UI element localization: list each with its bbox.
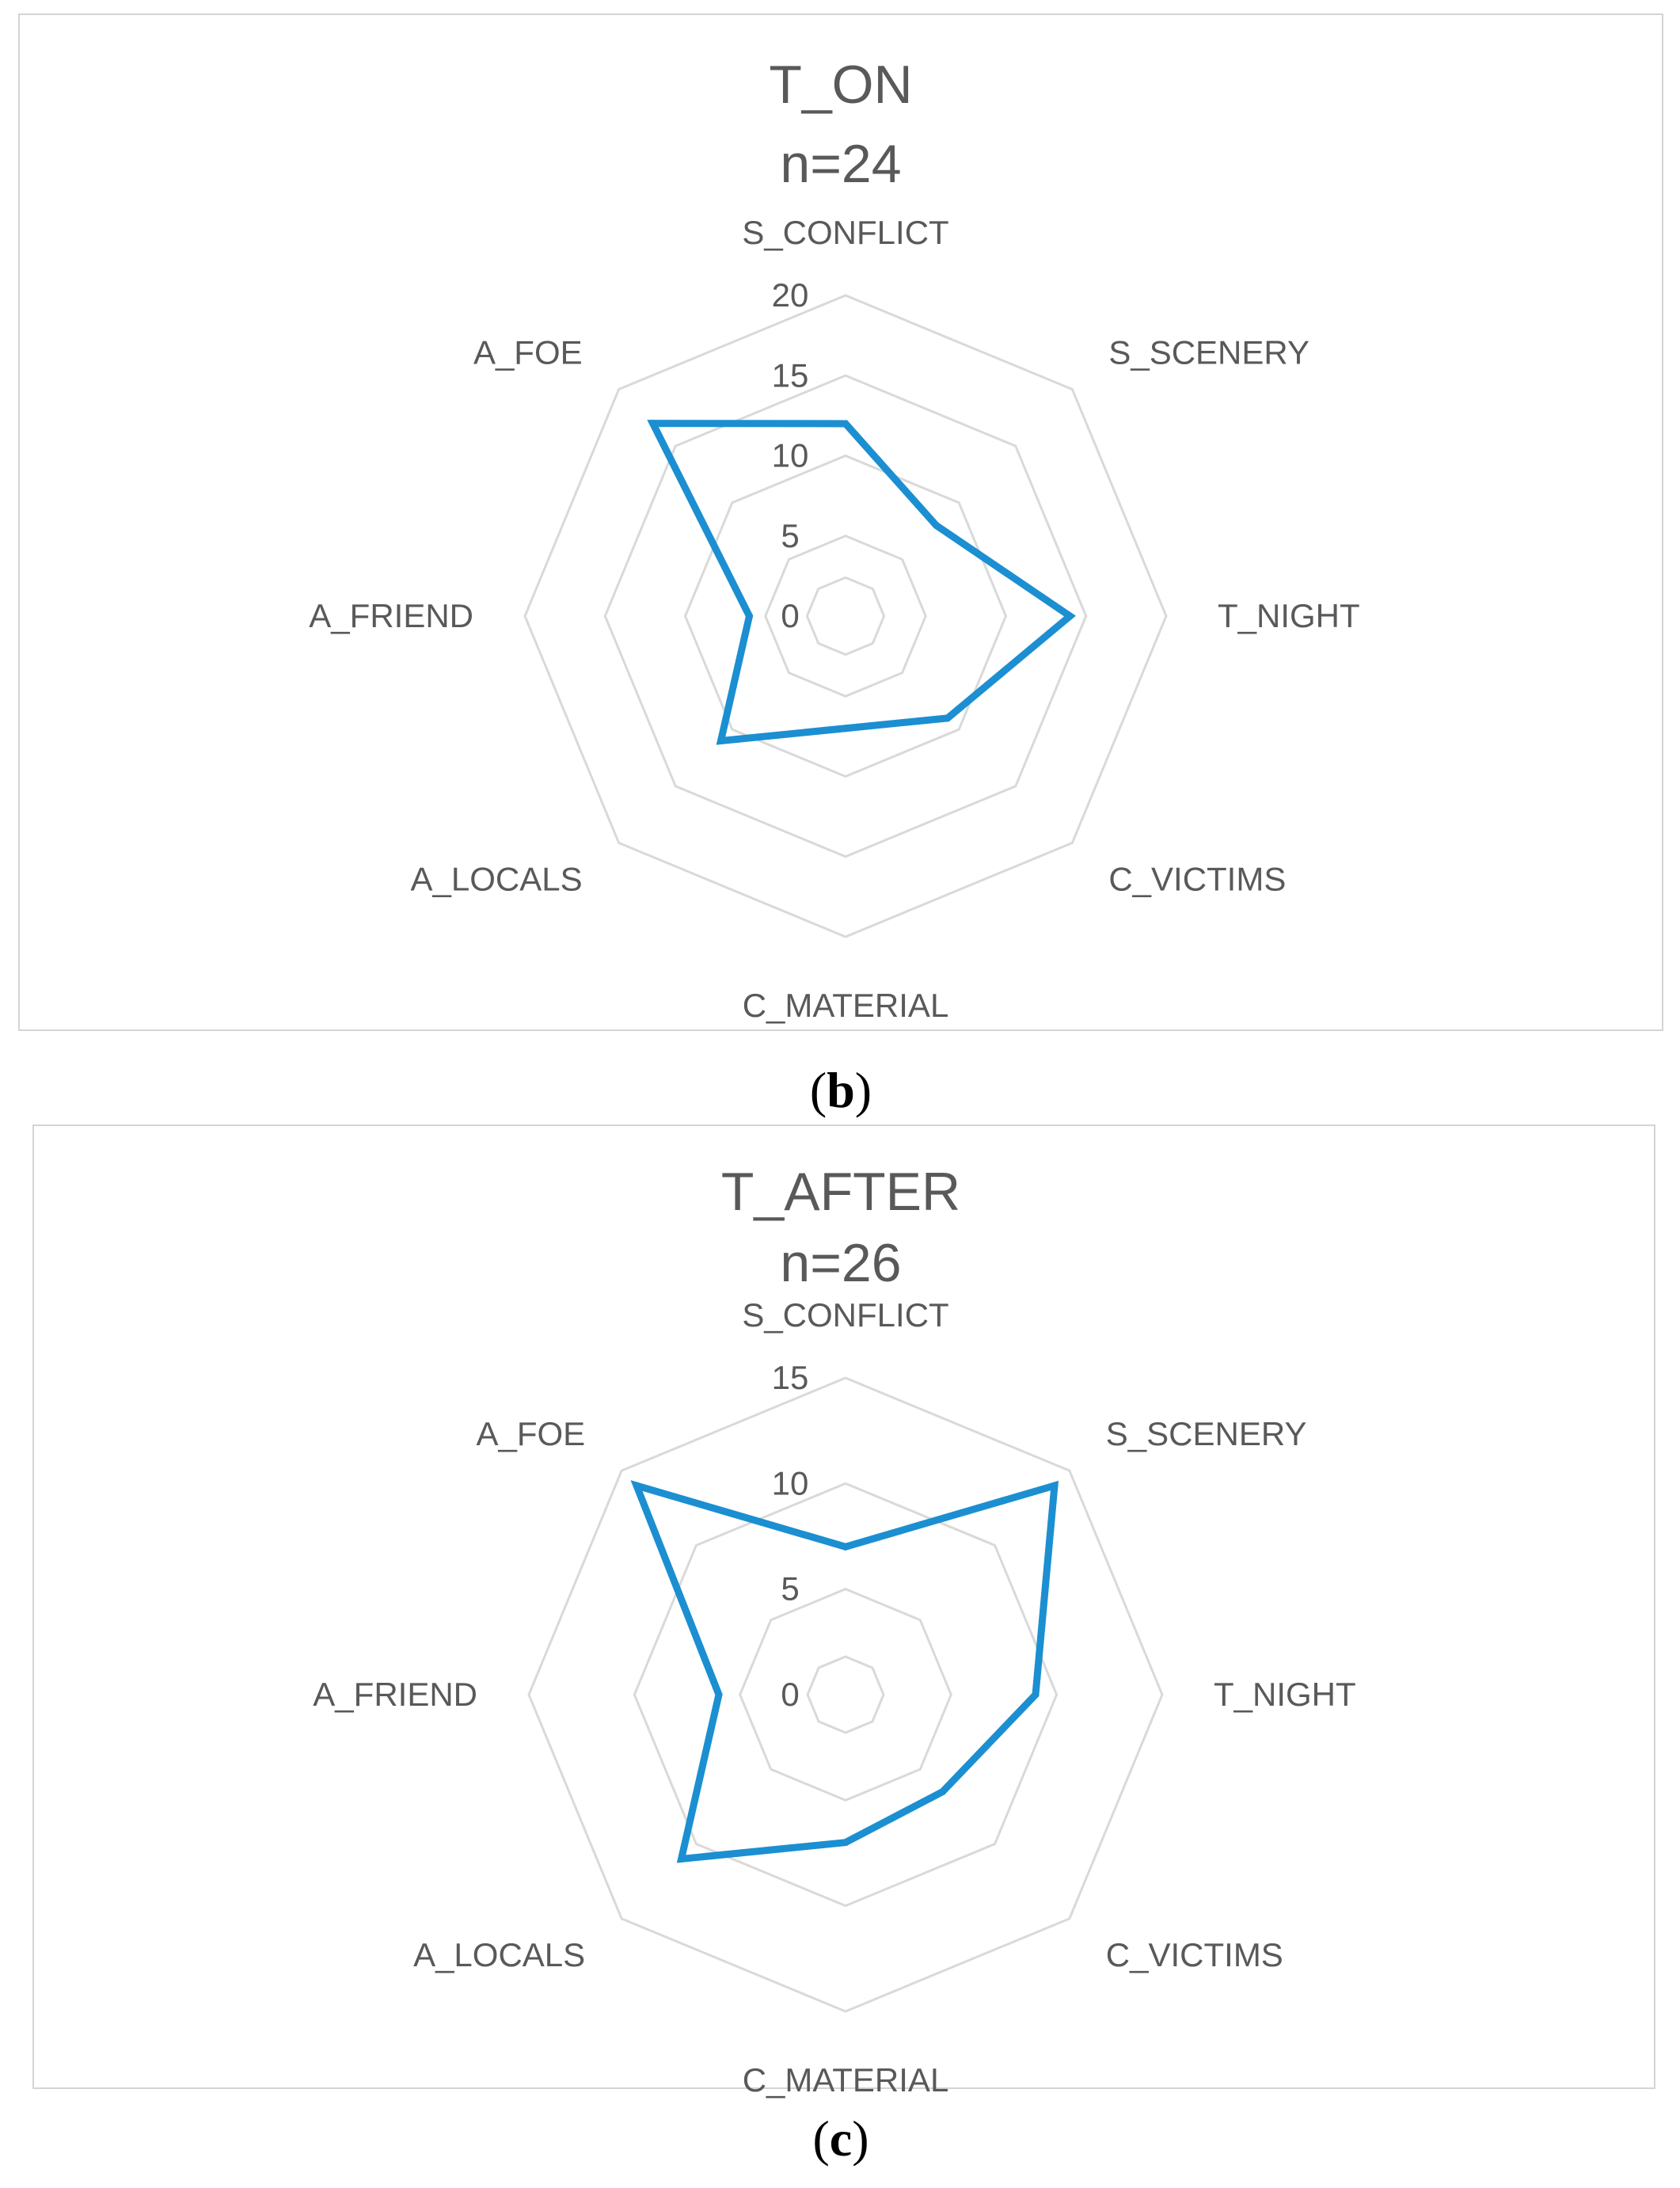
data-point-s-conflict bbox=[842, 420, 850, 428]
category-label: T_NIGHT bbox=[1214, 1676, 1356, 1713]
data-point-c-material bbox=[842, 725, 850, 732]
radial-tick-label: 10 bbox=[771, 436, 809, 474]
chart-subtitle: n=24 bbox=[780, 134, 902, 194]
data-point-s-scenery bbox=[1051, 1482, 1058, 1490]
category-label: C_VICTIMS bbox=[1108, 860, 1287, 898]
chart-subtitle: n=26 bbox=[780, 1233, 902, 1293]
category-label: T_NIGHT bbox=[1218, 597, 1360, 634]
category-label: A_LOCALS bbox=[410, 860, 583, 898]
data-point-t-night bbox=[1066, 613, 1074, 620]
data-point-a-locals bbox=[678, 1855, 685, 1863]
radial-tick-label: 5 bbox=[781, 1570, 800, 1608]
data-point-s-conflict bbox=[842, 1543, 850, 1551]
radial-tick-label: 15 bbox=[771, 1359, 809, 1396]
data-point-c-victims bbox=[944, 714, 951, 721]
panel-caption-c: (c) bbox=[812, 2110, 869, 2167]
chart-title: T_ON bbox=[769, 55, 913, 115]
category-label: C_VICTIMS bbox=[1105, 1935, 1283, 1973]
category-label: S_SCENERY bbox=[1105, 1415, 1307, 1453]
category-label: C_MATERIAL bbox=[742, 987, 949, 1024]
category-label: S_CONFLICT bbox=[742, 214, 949, 251]
category-label: C_MATERIAL bbox=[742, 2061, 949, 2099]
radial-tick-label: 10 bbox=[771, 1464, 809, 1502]
radar-chart-panel-c bbox=[33, 1125, 1655, 2099]
data-point-a-foe bbox=[633, 1482, 640, 1490]
category-label: A_FOE bbox=[473, 333, 583, 371]
chart-title: T_AFTER bbox=[720, 1162, 961, 1222]
category-label: A_FRIEND bbox=[313, 1676, 477, 1713]
data-point-t-night bbox=[1032, 1691, 1040, 1699]
radial-tick-label: 15 bbox=[771, 356, 809, 394]
category-label: A_LOCALS bbox=[413, 1935, 586, 1973]
panel-caption-b: (b) bbox=[809, 1062, 872, 1118]
category-label: A_FOE bbox=[476, 1415, 586, 1453]
data-point-c-victims bbox=[939, 1788, 946, 1795]
data-point-a-friend bbox=[746, 613, 753, 620]
data-point-s-scenery bbox=[933, 522, 940, 529]
category-label: S_CONFLICT bbox=[742, 1296, 949, 1334]
category-label: A_FRIEND bbox=[309, 597, 473, 634]
data-point-c-material bbox=[842, 1839, 850, 1846]
radial-tick-label: 0 bbox=[781, 1676, 800, 1713]
data-point-a-friend bbox=[716, 1691, 723, 1699]
radial-tick-label: 0 bbox=[781, 597, 800, 634]
radial-tick-label: 20 bbox=[771, 276, 809, 314]
data-point-a-foe bbox=[649, 420, 656, 427]
category-label: S_SCENERY bbox=[1108, 333, 1310, 371]
data-point-a-locals bbox=[717, 737, 724, 744]
radar-chart-panel-b bbox=[19, 14, 1663, 1030]
radial-tick-label: 5 bbox=[781, 516, 800, 554]
